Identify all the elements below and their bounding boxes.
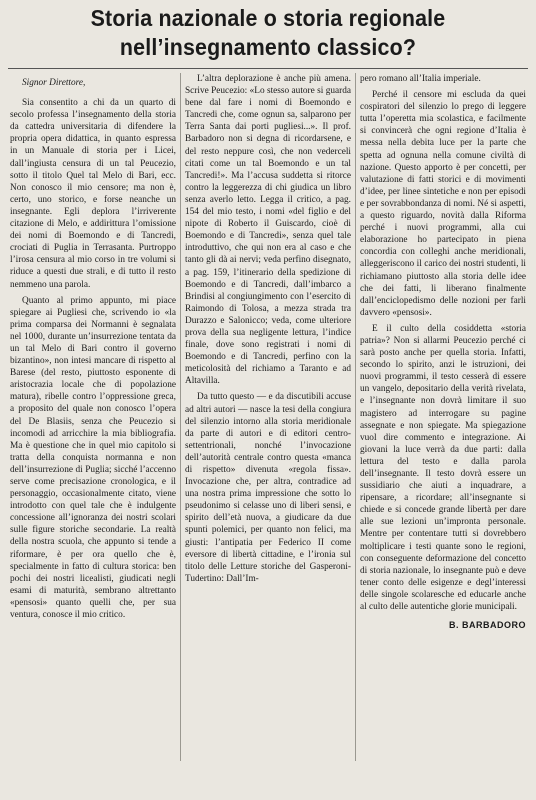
headline-line-2: nell’insegnamento classico?: [119, 34, 417, 60]
author-signature: B. BARBADORO: [449, 620, 526, 631]
paragraph: E il culto della cosiddetta «storia patria»? Non si allarmi Peucezio perché ci sarà posto anche per quella storia. Infatti, secondo lo spirito, anzi le istruzioni, dei nuovi programmi, il testo cesserà di essere un vangelo, depositario della verità rivelata, e l’insegnante non dovrà limitare il suo magistero ad interrogare su pagine assegnate e non spiegate. Ma spiegazione vuol dire commento e integrazione. Ai giovani la luce verrà da due parti: dalla lettura del testo e dalla parola dell’insegnante. Il testo dovrà essere un sussidiario che aiuti a inquadrare, a ripensare, a ricordare; all’insegnante si chiede e si concede grande libertà per dare alle sue lezioni un’impronta personale. Mentre per contentare tutti si dovrebbero moltiplicare i testi quante sono le regioni, con conseguente deformazione del concetto di storia nazionale, lo insegnante può e deve tener conto delle esigenze e degl’interessi delle singole scolaresche ed educarle anche al culto delle autentiche glorie municipali.: [360, 323, 526, 613]
headline-line-1: Storia nazionale o storia regionale: [90, 5, 446, 31]
paragraph: Da tutto questo — e da discutibili accuse ad altri autori — nasce la tesi della congiura del silenzio intorno alla storia meridionale da parte di autori e di editori centro-settentrionali, nonché l’invocazione dell’autorità centrale contro questa «manca di rispetto» divenuta «regola fissa». Invocazione che, per altra, contradice ad una nostra prima impressione che sotto lo pseudonimo si celasse uno di liberi sensi, e spirito dell’età nuova, a giudicare da due spunti polemici, per quanto non felici, ma giusti: l’antipatia per Federico II come eversore di libertà cittadine, e l’ironia sul titolo delle Letture storiche del Gasperoni-Tudertino: Dall’Im-: [185, 392, 351, 584]
article-headline: [6, 4, 530, 62]
column-2: [180, 73, 355, 761]
article-body: [6, 73, 530, 761]
column-1: [6, 73, 180, 761]
paragraph-continuation: pero romano all’Italia imperiale.: [360, 74, 481, 84]
salutation: Signor Direttore,: [22, 78, 86, 88]
paragraph: L’altra deplorazione è anche più amena. Scrive Peucezio: «Lo stesso autore si guarda bene dal fare i nomi di Boemondo e Tancredi che, come ognun sa, salparono per Terra Santa dai porti pugliesi...». Il prof. Barbadoro non si degna di ricordarsene, e del resto neppure così, che non vederceli citati come un tal Boemondo e un tal Tancredi!». Ma l’accusa suddetta si ritorce contro la leggerezza di chi giudica un libro senza averlo letto. Legga il critico, a pag. 154 del mio testo, i nomi «del figlio e del nipote di Roberto il Guiscardo, cioè di Boemondo e di Tancredi», senza quel tale introduttivo, che qui non era al caso e che tanto gli dà ai nervi; veda perfino disegnato, a pag. 159, l’itinerario della spedizione di Boemondo e di Tancredi, dall’imbarco a Brindisi al congiungimento con l’esercito di Raimondo di Tolosa, a mezza strada tra Durazzo e Salonicco; veda, come ulteriore prova della sua negligente lettura, l’indice finale, dove sono registrati i nomi di Boemondo e di Tancredi, perfino con la meticolosità del richiamo a Taranto e ad Altavilla.: [185, 74, 351, 387]
paragraph: Quanto al primo appunto, mi piace spiegare ai Pugliesi che, scrivendo io «la prima comparsa dei Normanni è segnalata nel 1000, durante un’insurrezione tentata da un tal Melo di Bari contro il governo bizantino», non intesi mancare di rispetto al Barese (del resto, piuttosto esponente di aristocrazia locale che di popolazione matura), ribelle contro l’oppressione greca, a proposito del quale non conosco l’opera del De Blasiis, senza che Peucezio si incomodi ad arricchire la mia bibliografia. Ma è questione che in quel mio capitolo si tratta della conquista normanna e non dell’insurrezione di Puglia; sicché l’accenno serve come precisazione cronologica, e il personaggio, occasionalmente citato, viene introdotto con quel tale che è indulgente concessione all’ignoranza dei nostri scolari sulle figure storiche secondarie. La realtà della nostra scuola, che appunto si tende a riformare, è per ora quello che è, specialmente in fatto di cultura storica: ben pochi dei nostri licealisti, giudicati negli esami di maturità, sembrano altrettanto «pensosi» quanto quelli che, per sua ventura, conosce il mio critico.: [10, 295, 176, 621]
paragraph: Perché il censore mi escluda da quei cospiratori del silenzio lo prego di leggere tutta l’operetta mia scolastica, e facilmente si convincerà che ogni regione d’Italia è messa nella debita luce per la parte che spetta ad ognuna nella comune civiltà di nazione. Questo apporto è per concetti, per valutazione di fatti storici e di movimenti d’idee, per linee sintetiche e non per episodi e per sovrabbondanza di nomi. Né si aspetti, a questo riguardo, novità dalla Riforma perché i nuovi programmi, alla cui elaborazione ho partecipato in piena concordia con colleghi anche meridionali, alleggeriscono il carico dei nostri studenti, li richiamano piuttosto alla storia delle idee che dei fatti, li liberano finalmente dall’enciclopedismo delle nozioni per farli davvero «pensosi».: [360, 90, 526, 318]
headline-divider: [8, 68, 528, 69]
column-3: [355, 73, 530, 761]
paragraph: Sia consentito a chi da un quarto di secolo professa l’insegnamento della storia da cattedra universitaria di difendere la propria opera didattica, in quanto espressa in un Manuale di storia per i Licei, dall’ingiusta censura di un tal Peucezio, sotto il titolo Quel tal Melo di Bari, ecc. Non conosco il mio censore; ma non è, certo, uno storico, e forse neanche un insegnante. Egli deplora l’irriverente citazione di Melo, e addirittura l’omissione dei nomi di Boemondo e di Tancredi, crociati di Puglia in Terrasanta. Purtroppo l’irosa censura al mio corso in tre volumi si riduce a questi due strali, e di tutto il resto nemmeno una parola.: [10, 98, 176, 290]
